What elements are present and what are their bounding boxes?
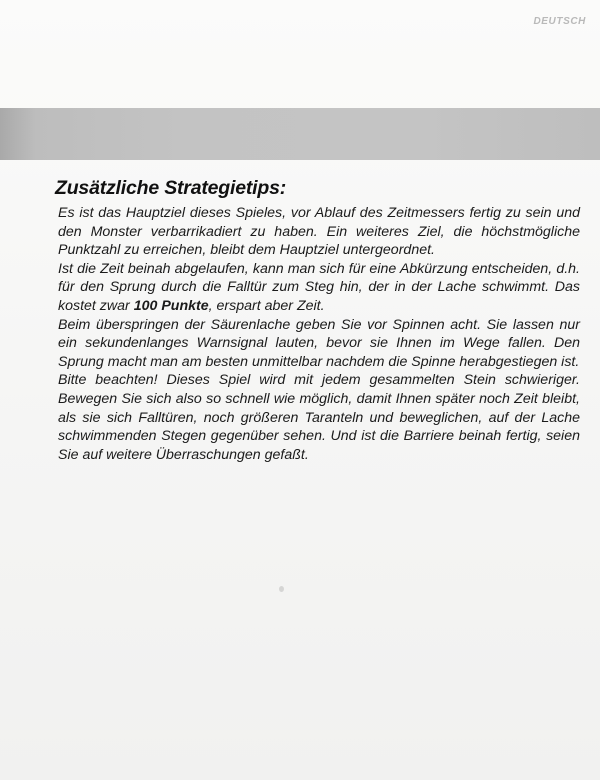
paper-speck xyxy=(279,586,284,592)
paragraph-shortcut-text-after: , erspart aber Zeit. xyxy=(208,297,325,314)
strategy-section xyxy=(55,176,580,464)
paragraph-difficulty: Bitte beachten! Dieses Spiel wird mit jedem gesammelten Stein schwieriger. Bewegen Sie sich also so schnell wie möglich, damit Ihnen später noch Zeit bleibt, als sie sich Falltüren, noch größeren Taranteln und beweglichen, auf der Lache schwimmenden Stegen gegenüber sehen. Und ist die Barriere beinah fertig, seien Sie auf weitere Überraschungen gefaßt. xyxy=(58,372,580,463)
paragraph-shortcut-text-before: Ist die Zeit beinah abgelaufen, kann man sich für eine Abkürzung entscheiden, d.h. für den Sprung durch die Falltür zum Steg hin, der in der Lache schwimmt. Das kostet zwar xyxy=(58,260,580,314)
paragraph-main-goal: Es ist das Hauptziel dieses Spieles, vor Ablauf des Zeitmessers fertig zu sein und den Monster verbarrikadiert zu haben. Ein weiteres Ziel, die höchstmögliche Punktzahl zu erreichen, bleibt dem Hauptziel untergeordnet. xyxy=(58,205,580,259)
paragraph-shortcut xyxy=(58,260,580,316)
section-title: Zusätzliche Strategietips: xyxy=(55,177,287,199)
header-band xyxy=(0,108,600,160)
paragraph-spiders: Beim überspringen der Säurenlache geben Sie vor Spinnen acht. Sie lassen nur ein sekundenlanges Warnsignal lauten, bevor sie Ihnen im Wege fallen. Den Sprung macht man am besten unmittelbar nachdem die Spinne herabgestiegen ist. xyxy=(58,316,580,370)
language-label: DEUTSCH xyxy=(533,16,586,27)
points-cost: 100 Punkte xyxy=(133,297,209,314)
